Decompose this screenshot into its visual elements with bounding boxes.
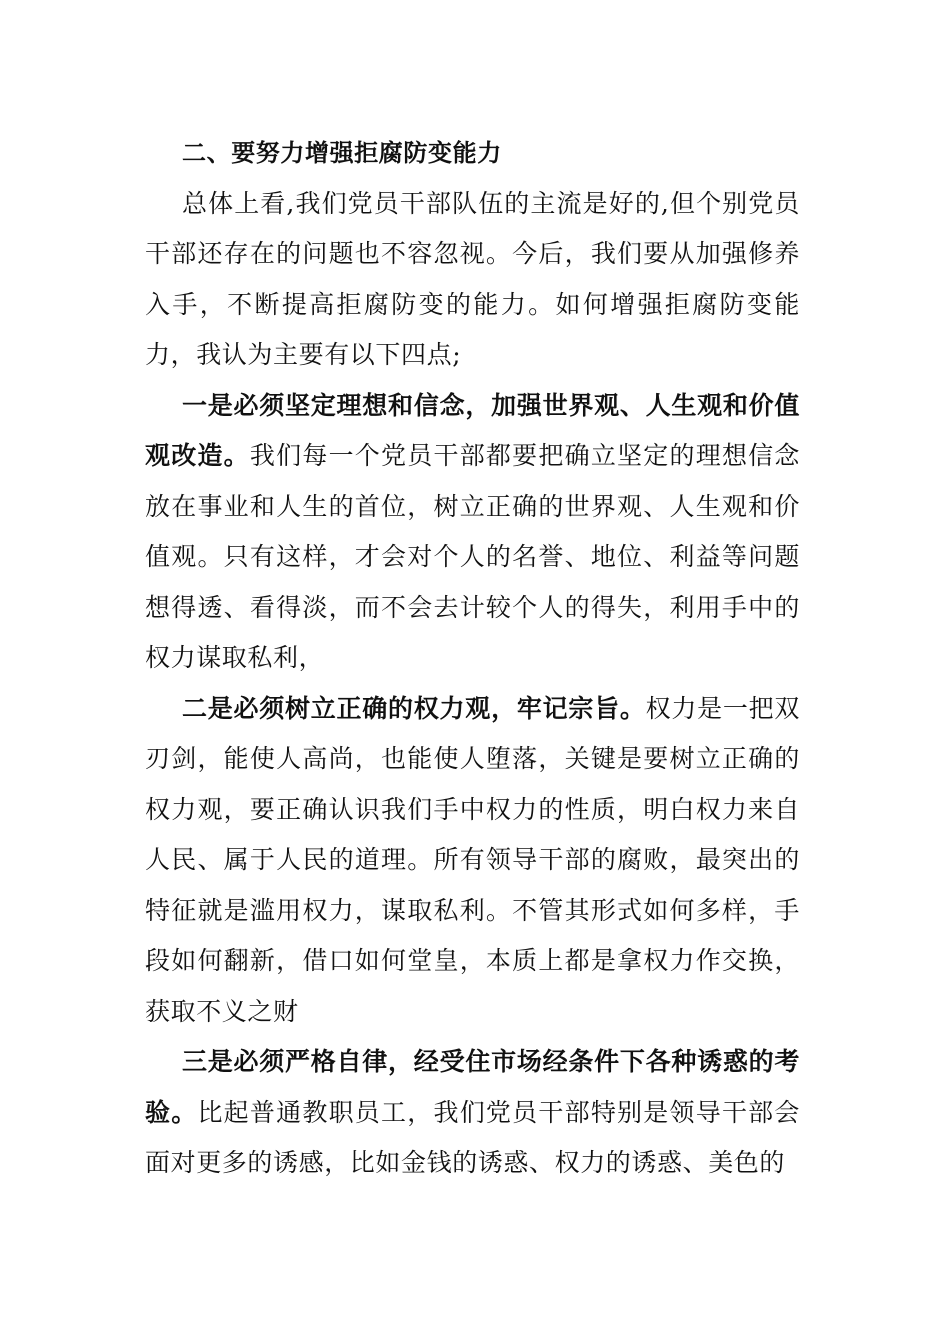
point-paragraph-1 <box>145 381 800 684</box>
point-paragraph-3 <box>145 1037 800 1189</box>
section-heading: 二、要努力增强拒腐防变能力 <box>182 139 502 167</box>
point-body-1: 我们每一个党员干部都要把确立坚定的理想信念放在事业和人生的首位，树立正确的世界观、人生观和价值观。只有这样，才会对个人的名誉、地位、利益等问题想得透、看得淡，而不会去计较个人的得失，利用手中的权力谋取私利， <box>145 441 800 672</box>
document-body <box>145 128 800 1189</box>
point-paragraph-2 <box>145 684 800 1038</box>
point-body-3: 比起普通教职员工，我们党员干部特别是领导干部会面对更多的诱感，比如金钱的诱惑、权力的诱惑、美色的 <box>145 1097 800 1177</box>
point-lead-3: 三是必须严格自律，经受住市场经条件下各种诱惑的考验。 <box>145 1047 800 1127</box>
point-lead-2: 二是必须树立正确的权力观，牢记宗旨。 <box>182 693 646 723</box>
intro-paragraph: 总体上看,我们党员干部队伍的主流是好的,但个别党员干部还存在的问题也不容忽视。今后，我们要从加强修养入手，不断提高拒腐防变的能力。如何增强拒腐防变能力，我认为主要有以下四点; <box>145 188 800 369</box>
point-body-2: 权力是一把双刃剑，能使人高尚，也能使人堕落，关键是要树立正确的权力观，要正确认识我们手中权力的性质，明白权力来自人民、属于人民的道理。所有领导干部的腐败，最突出的特征就是滥用权力，谋取私利。不管其形式如何多样，手段如何翻新，借口如何堂皇，本质上都是拿权力作交换，获取不义之财 <box>145 693 800 1026</box>
point-lead-1: 一是必须坚定理想和信念，加强世界观、人生观和价值观改造。 <box>145 390 800 470</box>
